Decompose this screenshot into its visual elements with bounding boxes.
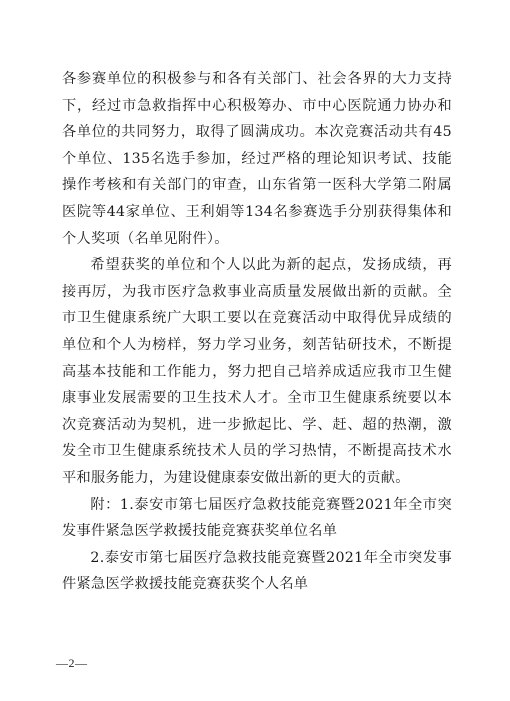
attachment-item-1: 附：1.泰安市第七届医疗急救技能竞赛暨2021年全市突发事件紧急医学救援技能竞赛获奖单位名单 <box>62 496 452 540</box>
attachment-item-2: 2.泰安市第七届医疗急救技能竞赛暨2021年全市突发事件紧急医学救援技能竞赛获奖个人名单 <box>62 549 452 593</box>
paragraph-hope: 希望获奖的单位和个人以此为新的起点，发扬成绩，再接再厉，为我市医疗急救事业高质量发展做出新的贡献。全市卫生健康系统广大职工要以在竞赛活动中取得优异成绩的单位和个人为榜样，努力学习业务，刻苦钻研技术，不断提高基本技能和工作能力，努力把自己培养成适应我市卫生健康事业发展需要的卫生技术人才。全市卫生健康系统要以本次竞赛活动为契机，进一步掀起比、学、赶、超的热潮，激发全市卫生健康系统技术人员的学习热情，不断提高技术水平和服务能力，为建设健康泰安做出新的更大的贡献。 <box>62 257 452 486</box>
page-number: —2— <box>56 656 88 670</box>
paragraph-continuation: 各参赛单位的积极参与和各有关部门、社会各界的大力支持下，经过市急救指挥中心积极筹办、市中心医院通力协办和各单位的共同努力，取得了圆满成功。本次竞赛活动共有45个单位、135名选手参加，经过严格的理论知识考试、技能操作考核和有关部门的审查，山东省第一医科大学第二附属医院等44家单位、王利娟等134名参赛选手分别获得集体和个人奖项（名单见附件）。 <box>62 71 452 247</box>
document-body <box>62 66 452 598</box>
